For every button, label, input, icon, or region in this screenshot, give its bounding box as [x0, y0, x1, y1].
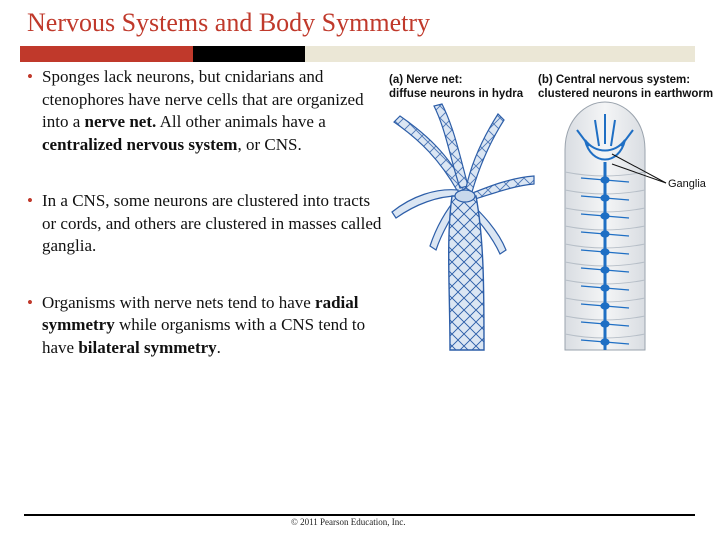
- hydra-body-net: [449, 196, 484, 350]
- figure-a-caption: (a) Nerve net: diffuse neurons in hydra: [389, 74, 524, 100]
- term-cns: centralized nervous system: [42, 134, 238, 154]
- title-bar-black: [193, 46, 305, 62]
- bullet-list: [22, 66, 382, 359]
- bullet-cns-ganglia: • In a CNS, some neurons are clustered into tracts or cords, and others are clustered in masses called ganglia.: [22, 190, 382, 258]
- hydra-illustration: [380, 100, 540, 360]
- hydra-tentacle-net: [394, 104, 534, 200]
- term-radial-symmetry: radial symmetry: [42, 292, 359, 334]
- earthworm-illustration: [555, 100, 655, 352]
- copyright-footer: © 2011 Pearson Education, Inc.: [291, 517, 406, 527]
- title-bar-red: [20, 46, 193, 62]
- bullet-nerve-net: • Sponges lack neurons, but cnidarians and ctenophores have nerve cells that are organized into a nerve net. All other animals have a centralized nervous system, or CNS.: [22, 66, 382, 156]
- hydra-mouth: [455, 190, 475, 202]
- ganglia-callout-lines: [610, 150, 670, 190]
- footer-rule: [24, 514, 695, 516]
- title-bar-beige: [305, 46, 695, 62]
- slide-title: Nervous Systems and Body Symmetry: [27, 8, 430, 37]
- figure-b-caption: (b) Central nervous system: clustered neurons in earthworm: [538, 74, 714, 100]
- term-bilateral-symmetry: bilateral symmetry: [78, 337, 217, 357]
- ganglia-label: Ganglia: [668, 178, 706, 190]
- bullet-symmetry: • Organisms with nerve nets tend to have radial symmetry while organisms with a CNS tend to have bilateral symmetry.: [22, 292, 382, 360]
- term-nerve-net: nerve net.: [84, 112, 157, 131]
